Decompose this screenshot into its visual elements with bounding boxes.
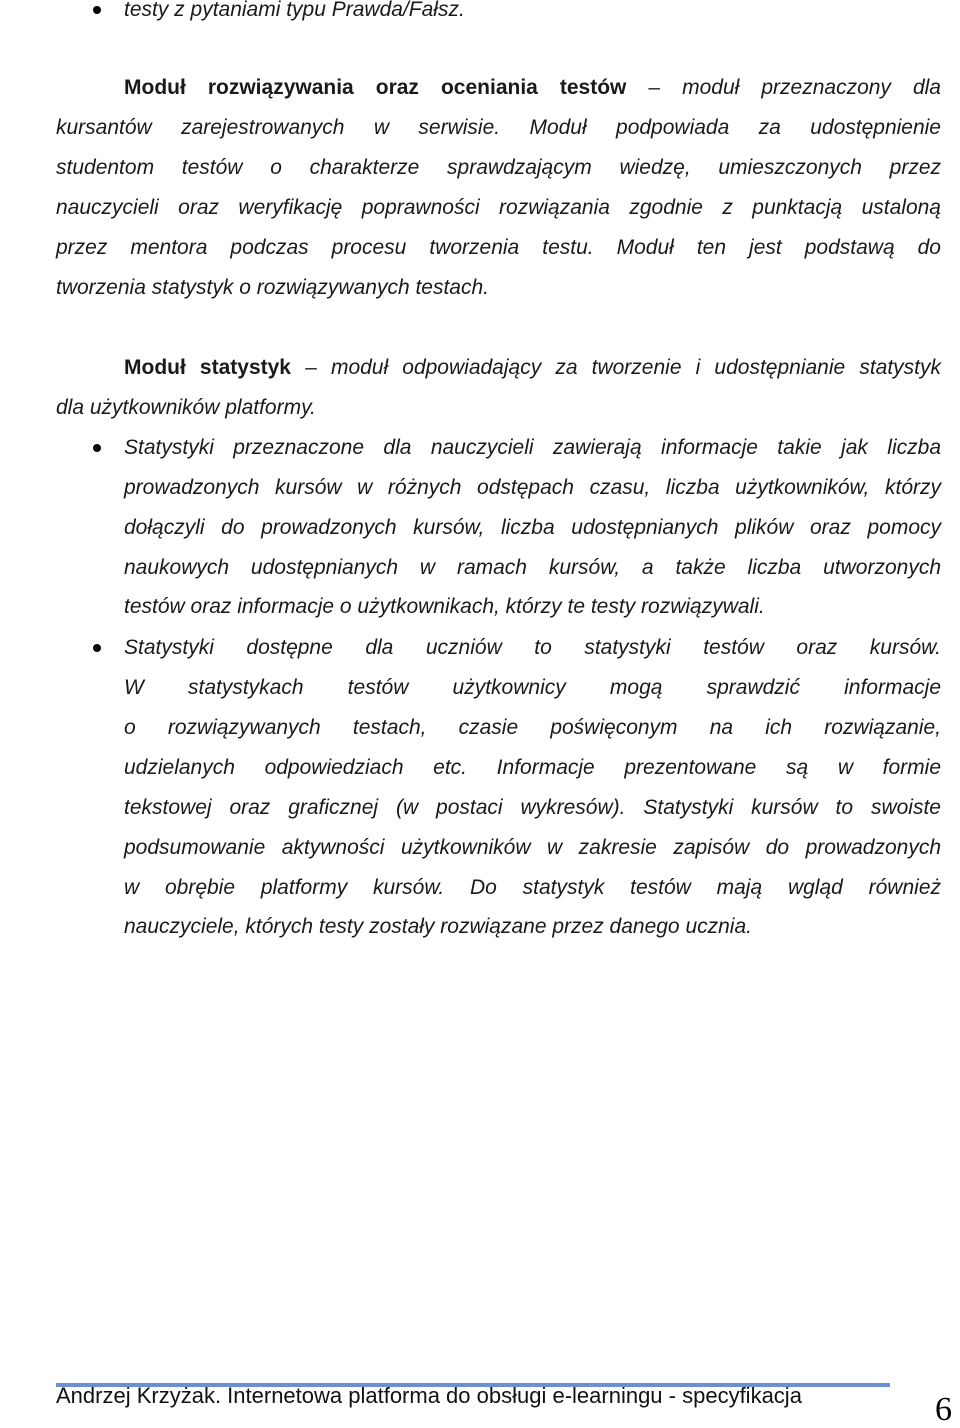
students-line-5: tekstowej oraz graficznej (w postaci wykresów). Statystyki kursów to swoiste [124,796,941,819]
bullet-dot [93,444,101,452]
page-number: 6 [935,1391,952,1428]
students-line-6: podsumowanie aktywności użytkowników w zakresie zapisów do prowadzonych [124,836,941,859]
para1-line-5: przez mentora podczas procesu tworzenia testu. Moduł ten jest podstawą do [56,236,941,259]
teachers-line-4: naukowych udostępnianych w ramach kursów, a także liczba utworzonych [124,556,941,579]
para1-line-4: nauczycieli oraz weryfikację poprawności rozwiązania zgodnie z punktacją ustaloną [56,196,941,219]
para1-line-2: kursantów zarejestrowanych w serwisie. Moduł podpowiada za udostępnienie [56,116,941,139]
teachers-line-3: dołączyli do prowadzonych kursów, liczba udostępnianych plików oraz pomocy [124,516,941,539]
para1-line-3: studentom testów o charakterze sprawdzającym wiedzę, umieszczonych przez [56,156,941,179]
students-line-8: nauczyciele, których testy zostały rozwiązane przez danego ucznia. [124,915,752,938]
bullet-dot [93,644,101,652]
teachers-line-2: prowadzonych kursów w różnych odstępach czasu, liczba użytkowników, którzy [124,476,941,499]
module-title-tests: Moduł rozwiązywania oraz oceniania testów [124,76,627,99]
students-line-1: Statystyki dostępne dla uczniów to statystyki testów oraz kursów. [124,636,941,659]
para1-line-6: tworzenia statystyk o rozwiązywanych testach. [56,276,490,299]
students-line-3: o rozwiązywanych testach, czasie poświęconym na ich rozwiązanie, [124,716,941,739]
teachers-line-5: testów oraz informacje o użytkownikach, którzy te testy rozwiązywali. [124,595,765,618]
students-line-2: W statystykach testów użytkownicy mogą sprawdzić informacje [124,676,941,699]
teachers-line-1: Statystyki przeznaczone dla nauczycieli zawierają informacje takie jak liczba [124,436,941,459]
module-title-stats: Moduł statystyk [124,356,291,379]
para1-line-1-rest: – moduł przeznaczony dla [648,76,941,99]
para2-line-2: dla użytkowników platformy. [56,396,316,419]
bullet-item-true-false: testy z pytaniami typu Prawda/Fałsz. [124,0,465,21]
para1-line-1 [124,73,941,103]
para2-line-1 [124,353,941,383]
students-line-7: w obrębie platformy kursów. Do statystyk testów mają wgląd również [124,876,941,899]
bullet-dot [93,6,101,14]
footer-text: Andrzej Krzyżak. Internetowa platforma do obsługi e-learningu - specyfikacja [56,1383,802,1408]
para2-line-1-rest: – moduł odpowiadający za tworzenie i udostępnianie statystyk [305,356,942,379]
students-line-4: udzielanych odpowiedziach etc. Informacje prezentowane są w formie [124,756,941,779]
